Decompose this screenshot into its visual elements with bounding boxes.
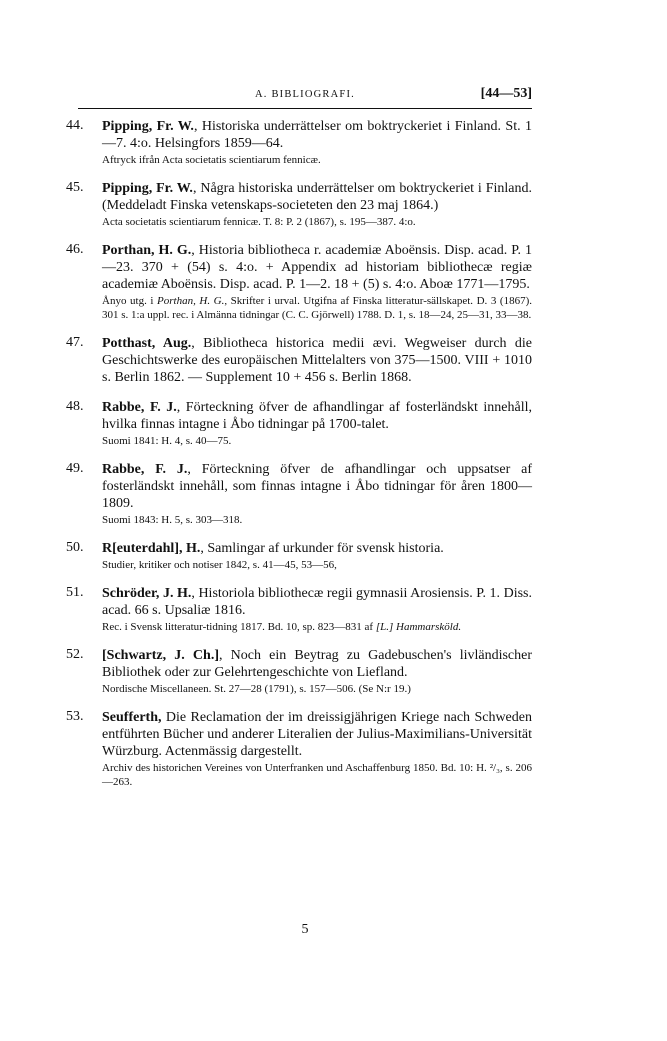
entry-author: Rabbe, F. J. xyxy=(102,400,177,415)
page-number: 5 xyxy=(301,922,309,937)
entry-author: [Schwartz, J. Ch.] xyxy=(102,648,219,663)
entry-number: 46. xyxy=(66,242,84,257)
entry-citation xyxy=(102,335,532,386)
entry-note xyxy=(102,558,532,572)
entry-author: R[euterdahl], H. xyxy=(102,541,201,556)
entry-title: , Historia bibliotheca r. academiæ Aboënsis. Disp. acad. P. 1—23. 370 + (54) s. 4:o. + Appendix ad historiam bibliothecæ regiæ academiæ Aboënsis. Disp. acad. P. 1—2. 18 + (5) s. 4:o. Aboæ 1771—1795. xyxy=(102,243,533,292)
entry-note-italic: Porthan, H. G. xyxy=(157,295,225,307)
entry-number: 48. xyxy=(66,399,84,414)
entry-title: , Förteckning öfver de afhandlingar och uppsatser af fosterländskt innehåll, som finnas intagne i Åbo tidningar för åren 1800—1809. xyxy=(102,462,532,511)
entry-note-text: Archiv des historichen Vereines von Unterfranken und Aschaffenburg 1850. Bd. 10: H. ²/₃, s. 206—263. xyxy=(102,762,532,788)
entry-citation xyxy=(102,242,532,293)
entry-author: Pipping, Fr. W. xyxy=(102,119,194,134)
entry-note xyxy=(102,434,532,448)
entry-citation xyxy=(102,647,532,681)
entry-note-italic: [L.] Hammarsköld. xyxy=(375,621,462,633)
entry-note-text: Ånyo utg. i xyxy=(102,295,158,307)
page xyxy=(66,0,533,1041)
entry-note-text: Suomi 1841: H. 4, s. 40—75. xyxy=(102,435,232,447)
bibliography-entry xyxy=(66,585,532,634)
entry-note xyxy=(102,620,532,634)
entry-number: 51. xyxy=(66,585,84,600)
entry-author: Porthan, H. G. xyxy=(102,243,192,258)
entry-number: 47. xyxy=(66,335,84,350)
bibliography-entry xyxy=(66,180,533,229)
entry-number: 49. xyxy=(66,461,84,476)
entry-title: , Historiska underrättelser om boktryckeriet i Finland. St. 1—7. 4:o. Helsingfors 1859—64. xyxy=(102,119,532,151)
bibliography-entry xyxy=(66,540,532,572)
running-title: A. BIBLIOGRAFI. xyxy=(255,89,355,100)
entry-citation xyxy=(102,709,532,760)
running-header xyxy=(78,86,532,109)
entry-citation xyxy=(102,585,532,619)
entry-author: Rabbe, F. J. xyxy=(102,462,188,477)
bibliography-entry xyxy=(66,709,532,789)
entry-note xyxy=(102,682,532,696)
bibliography-entry xyxy=(66,461,532,527)
entry-citation xyxy=(102,399,532,433)
entry-range: [44—53] xyxy=(480,86,532,101)
bibliography-entry xyxy=(66,647,532,696)
bibliography-entry xyxy=(66,399,532,448)
entry-author: Seufferth, xyxy=(102,710,162,725)
entry-note xyxy=(102,761,532,789)
entry-title: , Bibliotheca historica medii ævi. Wegweiser durch die Geschichtswerke des europäischen Mittelalters von 375—1500. VIII + 1010 s. Berlin 1862. — Supplement 10 + 456 s. Berlin 1868. xyxy=(102,336,532,385)
entry-number: 45. xyxy=(66,180,84,195)
entry-note-text: Aftryck ifrån Acta societatis scientiarum fennicæ. xyxy=(102,154,321,166)
entry-number: 44. xyxy=(66,118,84,133)
bibliography-entry xyxy=(66,335,532,386)
entry-citation xyxy=(102,118,532,152)
bibliography-entry xyxy=(66,242,533,322)
entry-title: , Samlingar af urkunder för svensk historia. xyxy=(200,541,444,556)
entry-note-text: Suomi 1843: H. 5, s. 303—318. xyxy=(102,514,243,526)
entry-title: , Noch ein Beytrag zu Gadebuschen's livländischer Bibliothek oder zur Gelehrtengeschichte von Liefland. xyxy=(102,648,532,680)
entry-note-text: Studier, kritiker och notiser 1842, s. 41—45, 53—56, xyxy=(102,559,337,571)
entry-note-tail: , Skrifter i urval. Utgifna af Finska litteratur-sällskapet. D. 3 (1867). 301 s. 1:a uppl. rec. i Almänna tidningar (C. C. Gjörwell) 1788. D. 1, s. 18—24, 25—31, 33—38. xyxy=(102,295,532,321)
entry-note xyxy=(102,153,532,167)
entry-title: , Förteckning öfver de afhandlingar af fosterländskt innehåll, hvilka finnas intagne i Åbo tidningar på 1700-talet. xyxy=(102,400,532,432)
entry-note xyxy=(102,294,532,322)
entry-number: 53. xyxy=(66,709,84,724)
entry-number: 50. xyxy=(66,540,84,555)
entry-author: Potthast, Aug. xyxy=(102,336,192,351)
entry-note-text: Nordische Miscellaneen. St. 27—28 (1791), s. 157—506. (Se N:r 19.) xyxy=(102,683,411,695)
bibliography-entry xyxy=(66,118,532,167)
entry-note xyxy=(102,513,532,527)
entry-note-text: Rec. i Svensk litteratur-tidning 1817. Bd. 10, sp. 823—831 af xyxy=(102,621,376,633)
entry-citation xyxy=(102,540,532,557)
entry-title: , Några historiska underrättelser om boktryckeriet i Finland. (Meddeladt Finska vetenskaps-societeten den 23 maj 1864.) xyxy=(102,181,533,213)
entry-author: Schröder, J. H. xyxy=(102,586,192,601)
entry-number: 52. xyxy=(66,647,84,662)
entry-author: Pipping, Fr. W. xyxy=(102,181,193,196)
entry-citation xyxy=(102,180,532,214)
entry-note xyxy=(102,215,532,229)
entry-note-text: Acta societatis scientiarum fennicæ. T. 8: P. 2 (1867), s. 195—387. 4:o. xyxy=(102,216,416,228)
entry-title: Die Reclamation der im dreissigjährigen Kriege nach Schweden entführten Bücher und anderer Literalien der Julius-Maximilians-Universität Würzburg. Actenmässig dargestellt. xyxy=(102,710,532,759)
bibliography-list xyxy=(66,118,533,802)
entry-citation xyxy=(102,461,532,512)
entry-title: , Historiola bibliothecæ regii gymnasii Arosiensis. P. 1. Diss. acad. 66 s. Upsaliæ 1816. xyxy=(102,586,532,618)
